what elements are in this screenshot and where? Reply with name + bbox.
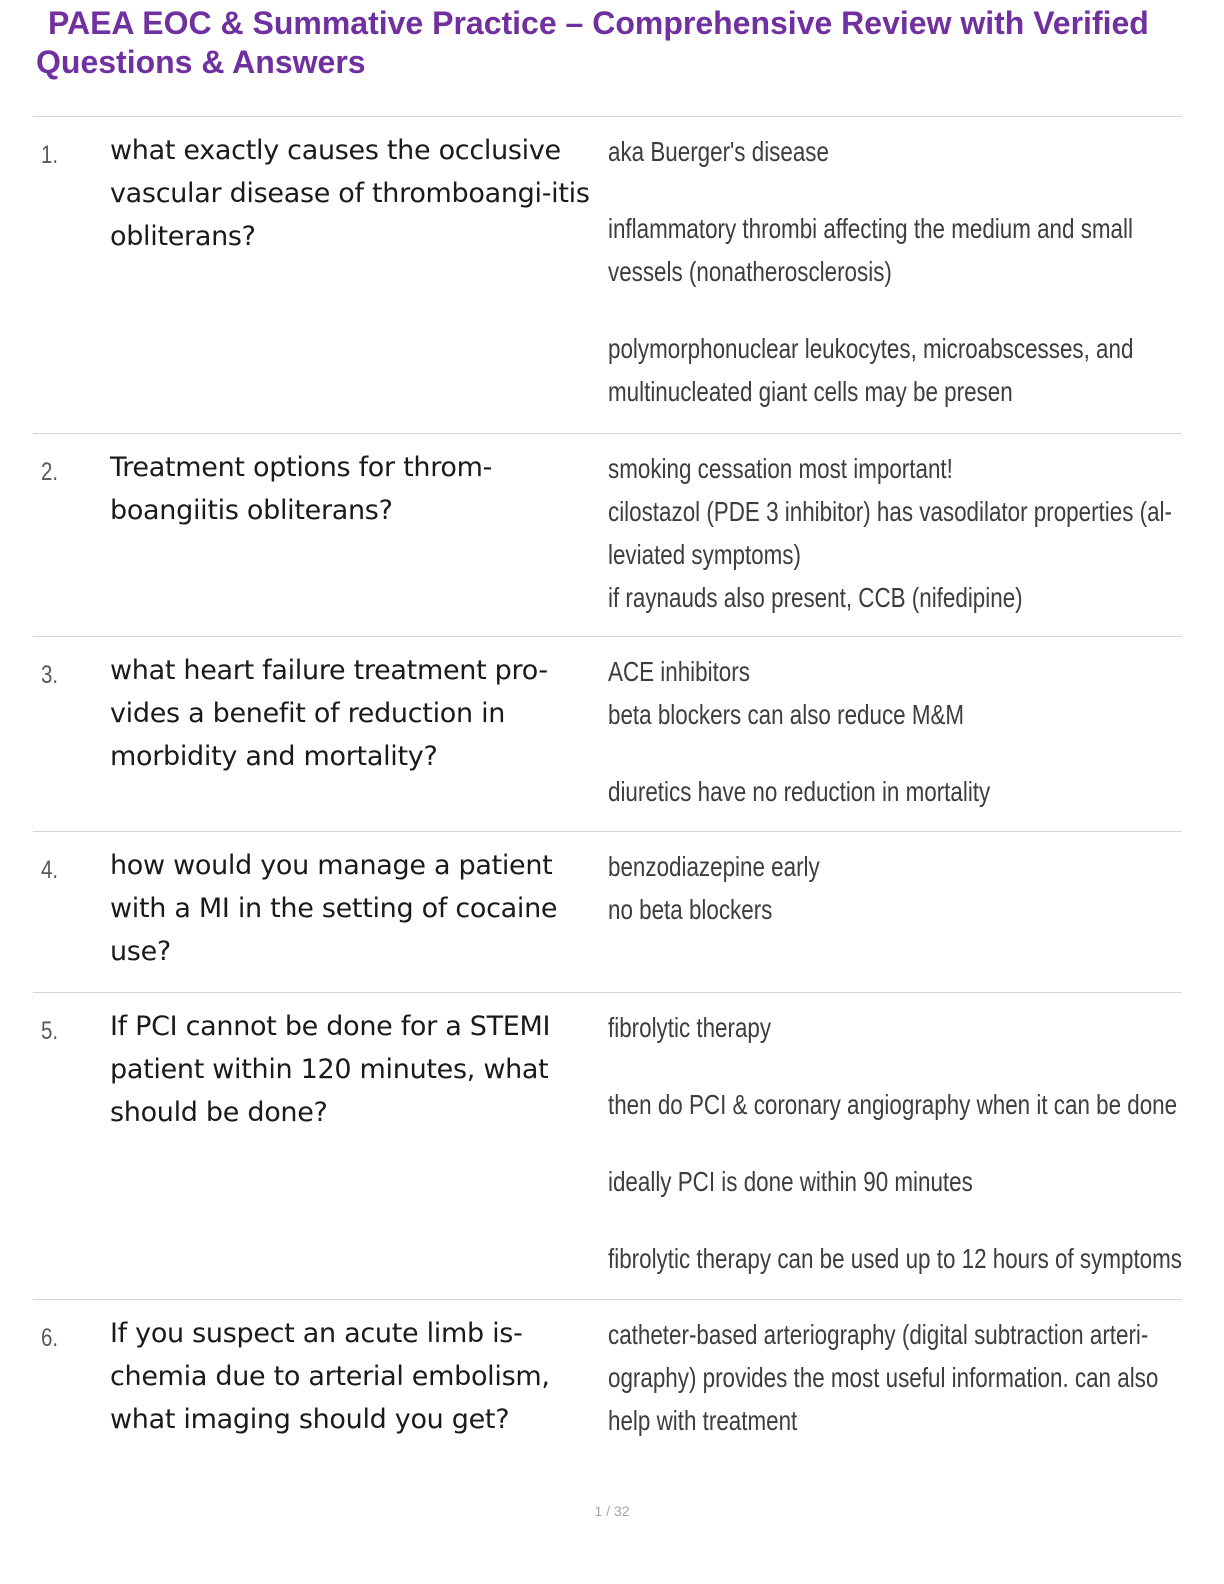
answer-block [608, 1006, 1182, 1280]
answer-line: aka Buerger's disease [608, 136, 829, 167]
answer-line: multinucleated giant cells may be presen [608, 376, 1013, 407]
qa-item-5 [33, 993, 1182, 1300]
answer-line: benzodiazepine early [608, 851, 820, 882]
answer-line: if raynauds also present, CCB (nifedipine) [608, 582, 1023, 613]
answer-line: ideally PCI is done within 90 minutes [608, 1166, 973, 1197]
item-number: 1. [41, 141, 59, 169]
answer-line: cilostazol (PDE 3 inhibitor) has vasodilator properties (al- [608, 496, 1172, 527]
answer-line: catheter-based arteriography (digital subtraction arteri- [608, 1319, 1149, 1350]
qa-list [33, 116, 1182, 1460]
item-number: 5. [41, 1017, 59, 1045]
answer-spacer [608, 1203, 1067, 1237]
answer-line: fibrolytic therapy [608, 1012, 772, 1043]
answer-line: polymorphonuclear leukocytes, microabscesses, and [608, 333, 1134, 364]
answer-block [608, 447, 1182, 619]
qa-item-3 [33, 637, 1182, 832]
answer-line: smoking cessation most important! [608, 453, 953, 484]
qa-item-4 [33, 832, 1182, 993]
answer-line: beta blockers can also reduce M&M [608, 699, 965, 730]
answer-spacer [608, 293, 1067, 327]
answer-line: vessels (nonatherosclerosis) [608, 256, 892, 287]
answer-spacer [608, 173, 1067, 207]
answer-line: fibrolytic therapy can be used up to 12 hours of symptoms [608, 1243, 1182, 1274]
item-number: 2. [41, 458, 59, 486]
answer-spacer [608, 1049, 1067, 1083]
answer-block [608, 130, 1182, 413]
answer-line: no beta blockers [608, 894, 773, 925]
answer-line: leviated symptoms) [608, 539, 801, 570]
qa-item-1 [33, 117, 1182, 434]
question-text: how would you manage a patient with a MI in the setting of cocaine use? [110, 850, 558, 967]
item-number: 4. [41, 856, 59, 884]
answer-block [608, 845, 1182, 931]
item-number: 3. [41, 661, 59, 689]
answer-block [608, 1313, 1182, 1442]
qa-item-2 [33, 434, 1182, 637]
document-title: PAEA EOC & Summative Practice – Comprehensive Review with Verified Questions & Answers [36, 5, 1149, 80]
question-text: If you suspect an acute limb is-chemia due to arterial embolism, what imaging should you get? [110, 1318, 550, 1435]
answer-line: ACE inhibitors [608, 656, 750, 687]
item-number: 6. [41, 1324, 59, 1352]
question-text: If PCI cannot be done for a STEMI patient within 120 minutes, what should be done? [110, 1011, 551, 1128]
answer-line: then do PCI & coronary angiography when it can be done [608, 1089, 1178, 1120]
answer-line: ography) provides the most useful information. can also [608, 1362, 1159, 1393]
question-text: Treatment options for throm-boangiitis obliterans? [110, 452, 493, 526]
answer-spacer [608, 1126, 1067, 1160]
answer-block [608, 650, 1182, 813]
answer-line: diuretics have no reduction in mortality [608, 776, 991, 807]
question-text: what exactly causes the occlusive vascular disease of thromboangi-itis obliterans? [110, 135, 590, 252]
answer-spacer [608, 736, 1067, 770]
page-number: 1 / 32 [594, 1503, 630, 1519]
question-text: what heart failure treatment pro-vides a benefit of reduction in morbidity and mortality? [110, 655, 548, 772]
answer-line: help with treatment [608, 1405, 798, 1436]
qa-item-6 [33, 1300, 1182, 1460]
answer-line: inflammatory thrombi affecting the medium and small [608, 213, 1133, 244]
